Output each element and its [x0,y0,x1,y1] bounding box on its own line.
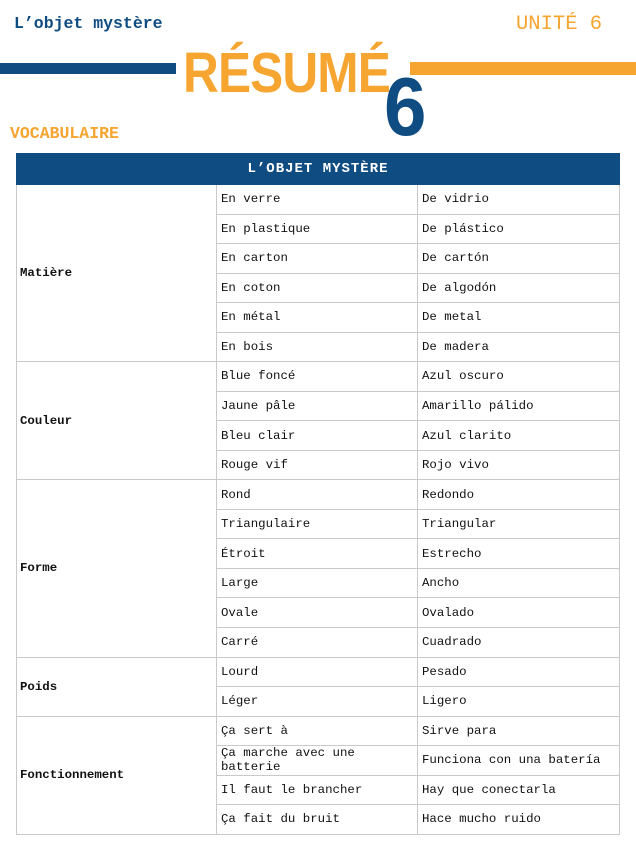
vocab-table [16,153,620,835]
banner-bar-right [410,62,636,75]
spanish-term-cell: De metal [418,303,620,333]
french-term-cell: Ça sert à [217,717,418,747]
spanish-term-cell: De cartón [418,244,620,274]
french-term-cell: Ovale [217,598,418,628]
banner-title: RÉSUMÉ [183,41,390,105]
french-term-cell: Jaune pâle [217,392,418,422]
french-term-cell: Triangulaire [217,510,418,540]
spanish-term-cell: Ovalado [418,598,620,628]
french-term-cell: Carré [217,628,418,658]
spanish-term-cell: Sirve para [418,717,620,747]
category-cell: Fonctionnement [16,717,217,835]
french-term-cell: En verre [217,185,418,215]
banner-bar-left [0,63,176,74]
spanish-term-cell: Ancho [418,569,620,599]
spanish-term-cell: Pesado [418,658,620,688]
spanish-term-cell: Azul oscuro [418,362,620,392]
french-term-cell: Bleu clair [217,421,418,451]
french-term-cell: En métal [217,303,418,333]
category-cell: Forme [16,480,217,657]
spanish-term-cell: Amarillo pálido [418,392,620,422]
french-term-cell: En carton [217,244,418,274]
french-term-cell: Étroit [217,539,418,569]
spanish-term-cell: De algodón [418,274,620,304]
spanish-term-cell: Funciona con una batería [418,746,620,776]
spanish-term-cell: Redondo [418,480,620,510]
banner-unit-number: 6 [384,60,427,153]
spanish-term-cell: Hay que conectarla [418,776,620,806]
spanish-term-cell: De plástico [418,215,620,245]
spanish-term-cell: De madera [418,333,620,363]
unit-title: L’objet mystère [14,14,163,33]
spanish-term-cell: Cuadrado [418,628,620,658]
french-term-cell: Ça fait du bruit [217,805,418,835]
spanish-term-cell: Hace mucho ruido [418,805,620,835]
category-cell: Poids [16,658,217,717]
french-term-cell: En bois [217,333,418,363]
spanish-term-cell: Rojo vivo [418,451,620,481]
spanish-term-cell: Azul clarito [418,421,620,451]
spanish-term-cell: Estrecho [418,539,620,569]
french-term-cell: Ça marche avec une batterie [217,746,418,776]
spanish-term-cell: Triangular [418,510,620,540]
category-cell: Couleur [16,362,217,480]
french-term-cell: Léger [217,687,418,717]
french-term-cell: En plastique [217,215,418,245]
french-term-cell: Blue foncé [217,362,418,392]
french-term-cell: En coton [217,274,418,304]
spanish-term-cell: De vidrio [418,185,620,215]
spanish-term-cell: Ligero [418,687,620,717]
table-title: L’OBJET MYSTÈRE [16,153,620,185]
category-cell: Matière [16,185,217,362]
unit-label: UNITÉ 6 [516,13,603,36]
french-term-cell: Rond [217,480,418,510]
french-term-cell: Il faut le brancher [217,776,418,806]
french-term-cell: Lourd [217,658,418,688]
french-term-cell: Rouge vif [217,451,418,481]
section-title: VOCABULAIRE [10,124,119,143]
french-term-cell: Large [217,569,418,599]
